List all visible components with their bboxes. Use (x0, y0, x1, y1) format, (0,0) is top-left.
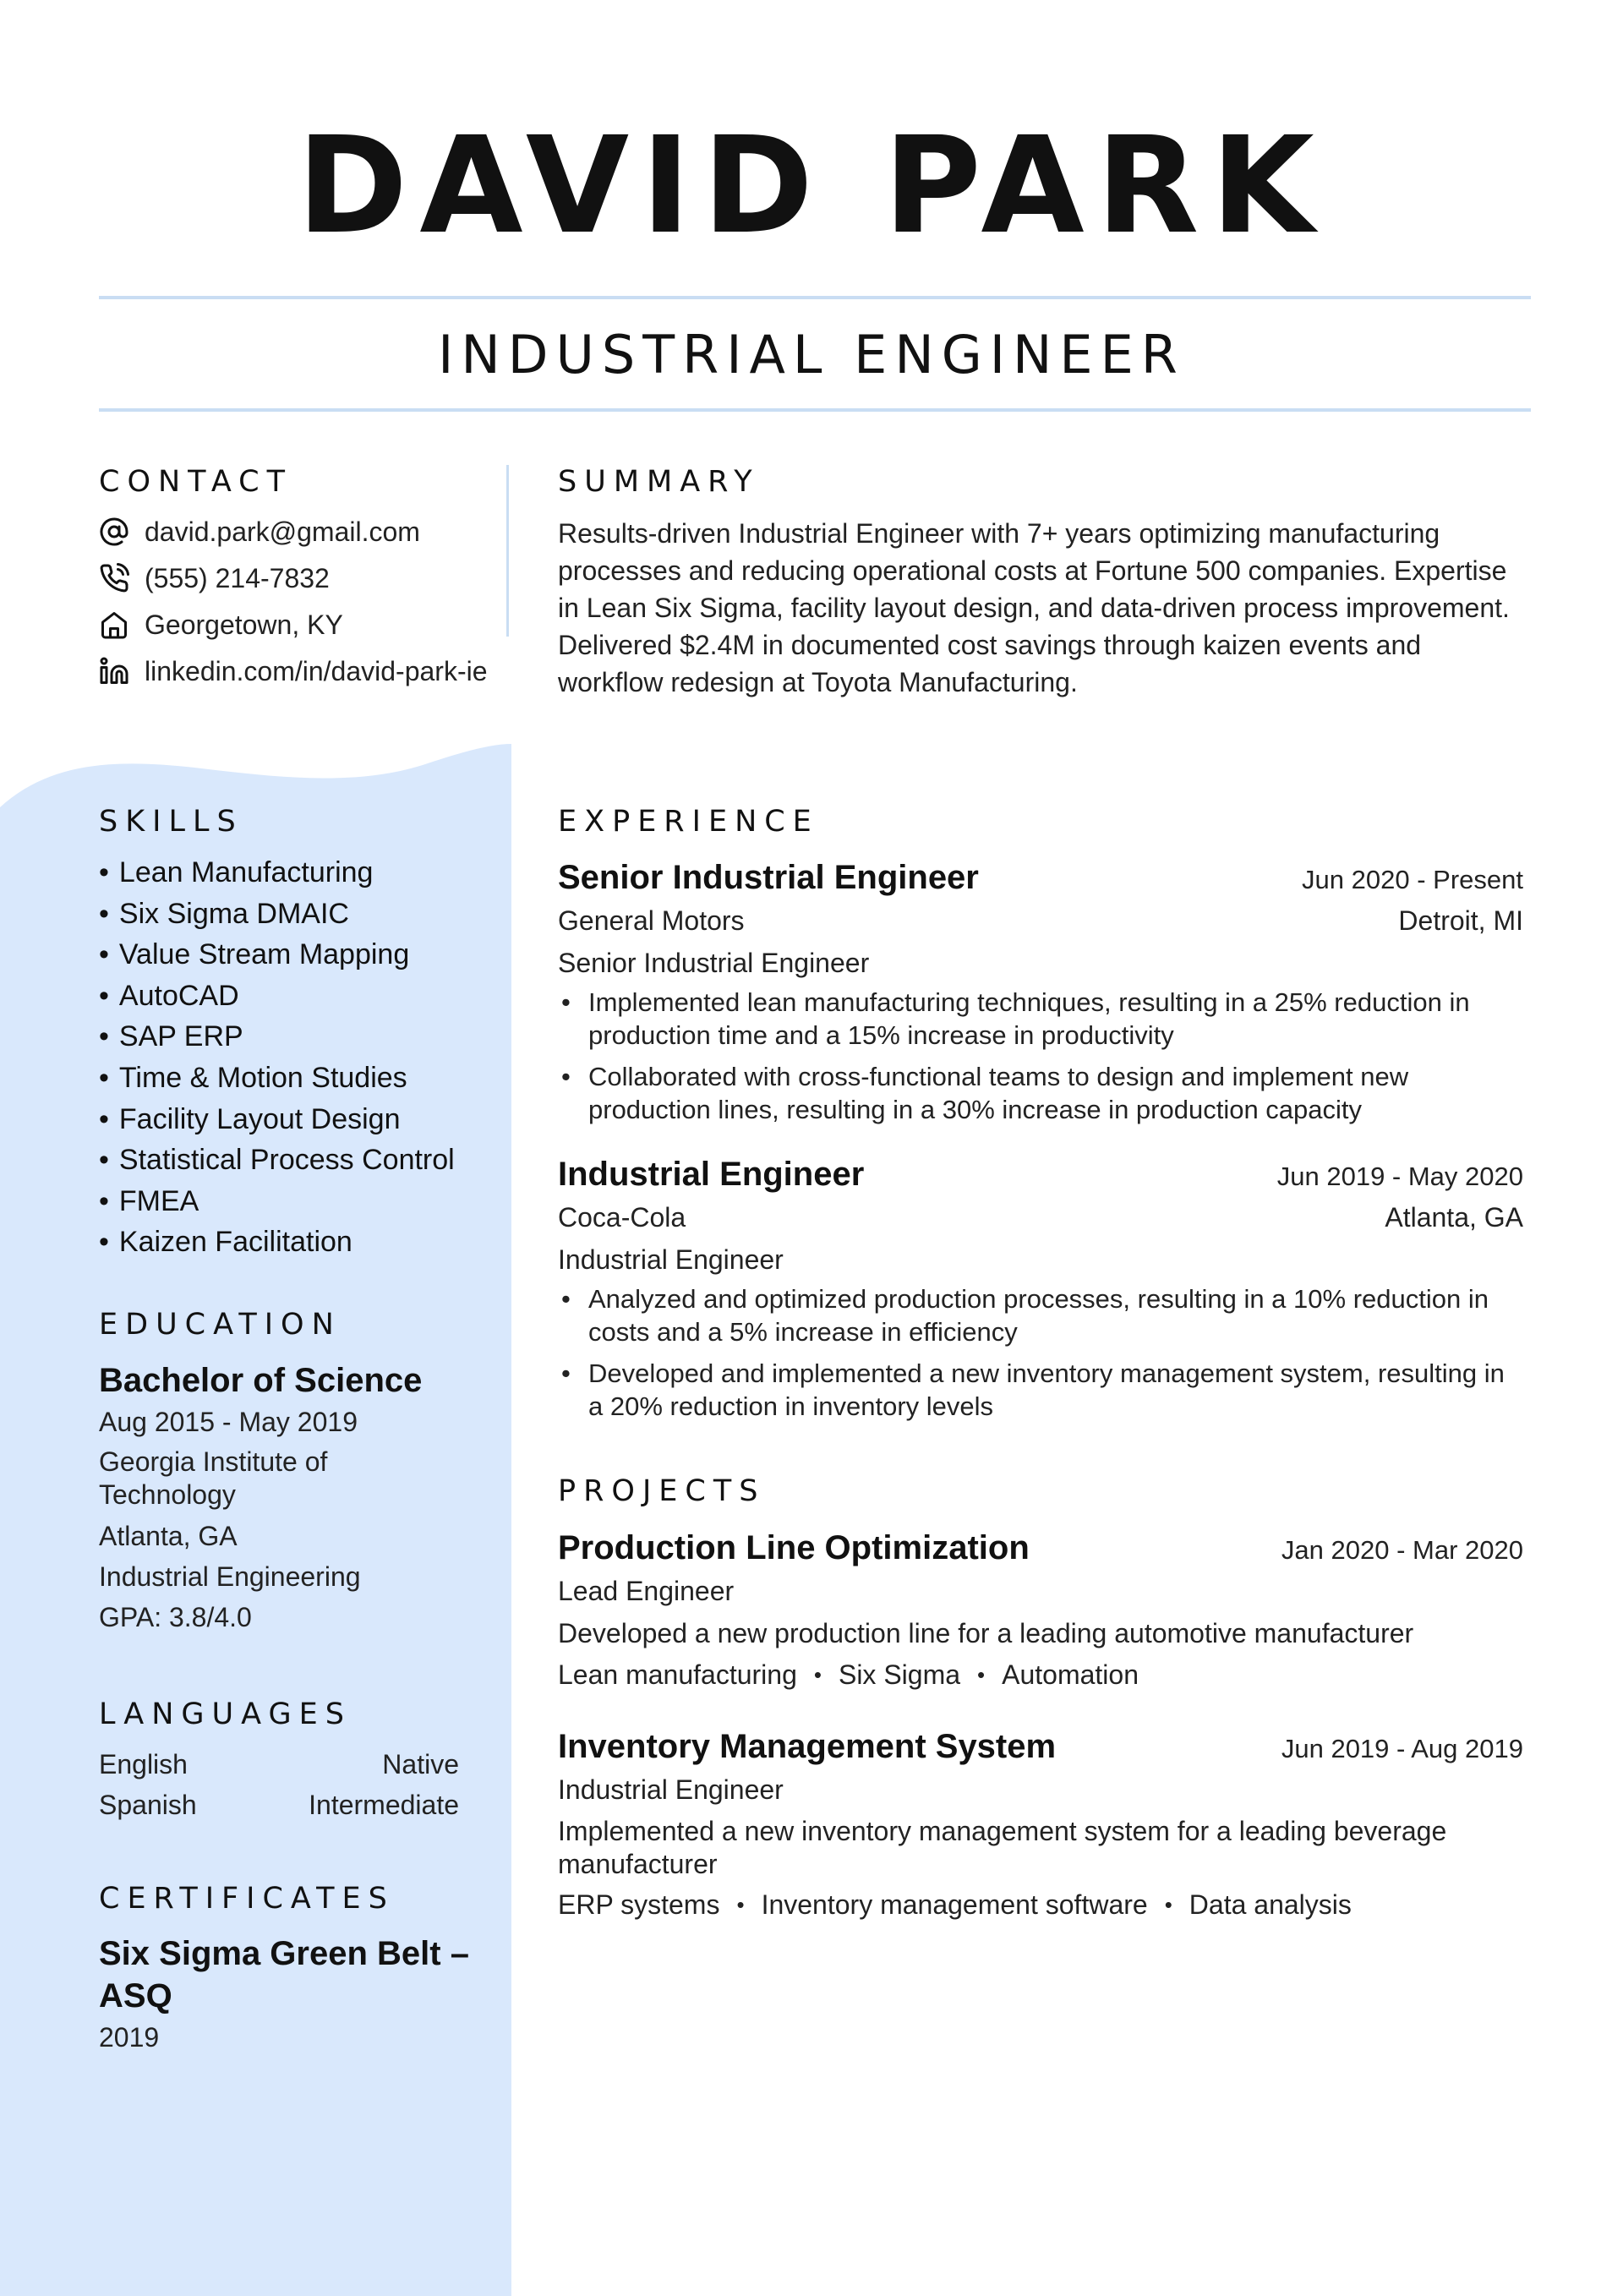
skill-item: • Statistical Process Control (99, 1140, 455, 1181)
education-dates: Aug 2015 - May 2019 (99, 1407, 358, 1437)
job-bullet: • Collaborated with cross-functional teams to design and implement new production lines, resulting in a 30% increase in production capacity (558, 1060, 1523, 1126)
project-dates: Jan 2020 - Mar 2020 (1281, 1535, 1523, 1565)
column-divider (506, 465, 509, 637)
project-tag: Automation (1002, 1659, 1139, 1690)
skill-item: • Time & Motion Studies (99, 1058, 455, 1099)
language-level: Native (382, 1749, 459, 1779)
skill-item: • Kaizen Facilitation (99, 1222, 455, 1263)
contact-location-text: Georgetown, KY (145, 609, 343, 640)
contact-linkedin-text: linkedin.com/in/david-park-ie (145, 655, 488, 686)
project-description: Developed a new production line for a leading automotive manufacturer (558, 1618, 1414, 1648)
contact-phone[interactable] (99, 560, 330, 597)
phone-icon (99, 563, 129, 593)
job-dates: Jun 2020 - Present (1302, 865, 1523, 894)
header-divider-bottom (99, 408, 1531, 412)
education-field: Industrial Engineering (99, 1561, 361, 1592)
language-level: Intermediate (309, 1790, 459, 1820)
project-tag: Lean manufacturing (558, 1659, 797, 1690)
skill-item: • Six Sigma DMAIC (99, 894, 455, 935)
project-role: Industrial Engineer (558, 1774, 784, 1805)
skill-item: • Lean Manufacturing (99, 852, 455, 894)
project-tag: Data analysis (1189, 1889, 1352, 1920)
job-bullets (558, 1282, 1523, 1423)
contact-location (99, 606, 343, 643)
job-dates: Jun 2019 - May 2020 (1276, 1162, 1523, 1191)
job-subtitle: Senior Industrial Engineer (558, 948, 870, 978)
experience-heading: EXPERIENCE (558, 805, 819, 839)
experience-entry (558, 1152, 1523, 1431)
experience-entry (558, 856, 1523, 1134)
contact-phone-text: (555) 214-7832 (145, 562, 330, 593)
skills-list (99, 852, 455, 1263)
education-entry (99, 1359, 471, 1637)
project-name: Production Line Optimization (558, 1529, 1030, 1566)
at-icon (99, 517, 129, 547)
skills-heading: SKILLS (99, 805, 243, 839)
job-bullet: • Developed and implemented a new inventory management system, resulting in a 20% reduction in inventory levels (558, 1357, 1523, 1423)
contact-email[interactable] (99, 513, 420, 550)
job-bullet: • Implemented lean manufacturing techniques, resulting in a 25% reduction in production time and a 15% increase in productivity (558, 986, 1523, 1052)
skill-item: • Facility Layout Design (99, 1099, 455, 1140)
project-tag: ERP systems (558, 1889, 720, 1920)
skill-item: • SAP ERP (99, 1016, 455, 1058)
job-company: Coca-Cola (558, 1202, 686, 1233)
language-name: English (99, 1749, 188, 1779)
job-location: Detroit, MI (1398, 905, 1523, 936)
certificates-heading: CERTIFICATES (99, 1882, 395, 1916)
project-description: Implemented a new inventory management system for a leading beverage manufacturer (558, 1816, 1447, 1879)
education-gpa: GPA: 3.8/4.0 (99, 1602, 252, 1632)
projects-heading: PROJECTS (558, 1474, 766, 1508)
language-row (99, 1785, 459, 1825)
skill-item: • FMEA (99, 1181, 455, 1222)
education-school: Georgia Institute of Technology (99, 1446, 328, 1510)
summary-heading: SUMMARY (558, 465, 760, 499)
languages-heading: LANGUAGES (99, 1697, 352, 1731)
job-role: Industrial Engineer (558, 1156, 865, 1193)
project-tag: Six Sigma (838, 1659, 961, 1690)
education-location: Atlanta, GA (99, 1521, 238, 1551)
tag-separator: • (977, 1662, 986, 1687)
tag-separator: • (813, 1662, 822, 1687)
contact-email-text: david.park@gmail.com (145, 516, 420, 547)
candidate-name: DAVID PARK (297, 108, 1326, 264)
skill-item: • AutoCAD (99, 976, 455, 1017)
project-dates: Jun 2019 - Aug 2019 (1281, 1734, 1523, 1763)
project-entry (558, 1725, 1523, 1925)
contact-linkedin[interactable] (99, 653, 488, 690)
project-tags (558, 1654, 1523, 1695)
project-role: Lead Engineer (558, 1576, 735, 1606)
language-name: Spanish (99, 1790, 197, 1820)
project-tags (558, 1884, 1523, 1925)
project-name: Inventory Management System (558, 1728, 1057, 1765)
job-bullets (558, 986, 1523, 1126)
certificate-year: 2019 (99, 2022, 160, 2053)
skill-item: • Value Stream Mapping (99, 934, 455, 976)
job-company: General Motors (558, 905, 745, 936)
job-subtitle: Industrial Engineer (558, 1244, 784, 1275)
job-role: Senior Industrial Engineer (558, 859, 979, 896)
job-location: Atlanta, GA (1385, 1202, 1523, 1233)
tag-separator: • (1164, 1892, 1172, 1917)
linkedin-icon (99, 656, 129, 686)
certificate-entry (99, 1932, 479, 2058)
job-title: INDUSTRIAL ENGINEER (438, 324, 1185, 385)
project-tag: Inventory management software (761, 1889, 1148, 1920)
header-divider-top (99, 296, 1531, 299)
contact-heading: CONTACT (99, 465, 292, 499)
summary-text: Results-driven Industrial Engineer with 7+ years optimizing manufacturing processes and reducing operational costs at Fortune 500 companies. Expertise in Lean Six Sigma, facility layout design, and data-driven process improvement. Delivered $2.4M in documented cost savings through kaizen events and workflow redesign at Toyota Manufacturing. (558, 518, 1510, 697)
education-degree: Bachelor of Science (99, 1362, 423, 1399)
home-icon (99, 610, 129, 640)
project-entry (558, 1526, 1523, 1695)
language-row (99, 1744, 459, 1785)
tag-separator: • (736, 1892, 745, 1917)
education-heading: EDUCATION (99, 1308, 342, 1342)
job-bullet: • Analyzed and optimized production processes, resulting in a 10% reduction in costs and a 5% increase in efficiency (558, 1282, 1523, 1348)
certificate-name: Six Sigma Green Belt – ASQ (99, 1935, 469, 2014)
